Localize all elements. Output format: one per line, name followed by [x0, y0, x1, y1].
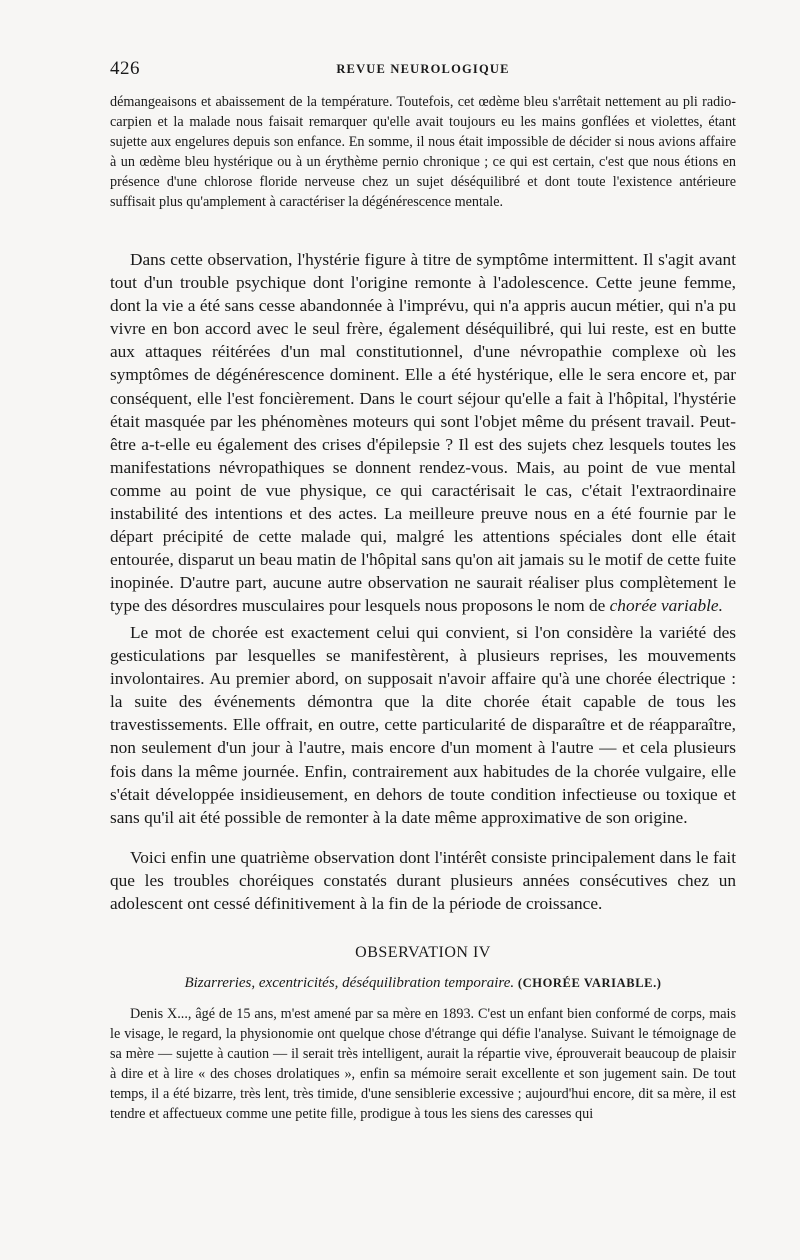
page-number: 426	[110, 58, 140, 79]
observation-text: Denis X..., âgé de 15 ans, m'est amené par sa mère en 1893. C'est un enfant bien conformé de corps, mais le visage, le regard, la physionomie ont quelque chose d'étrange qui défie l'analyse. Suivant le témoignage de sa mère — sujette à caution — il serait très intelligent, aurait la répartie vive, éprouverait beaucoup de plaisir à dire et à lire « des choses drolatiques », enfin sa mémoire serait excellente et son jugement sain. De tout temps, il a été bizarre, très lent, très timide, d'une sensiblerie excessive ; aujourd'hui encore, dit sa mère, il est tendre et affectueux comme une petite fille, prodigue à tous les siens des caresses qui	[110, 1006, 736, 1122]
body-paragraph-3: Voici enfin une quatrième observation dont l'intérêt consiste principalement dans le fait que les troubles choréiques constatés durant plusieurs années consécutives chez un adolescent ont cessé définitivement à la fin de la période de croissance.	[110, 848, 736, 914]
observation-subtitle-tag: (CHORÉE VARIABLE.)	[517, 976, 662, 990]
observation-subtitle	[110, 975, 736, 992]
body-paragraph-1-text: Dans cette observation, l'hystérie figure à titre de symptôme intermittent. Il s'agit avant tout d'un trouble psychique dont l'origine remonte à l'adolescence. Cette jeune femme, dont la vie a été sans cesse abandonnée à l'imprévu, qui n'a appris aucun métier, qui n'a pu vivre en bon accord avec le seul frère, également déséquilibré, qui lui reste, est en butte aux attaques réitérées d'un mal constitutionnel, d'une névropathie complexe où les symptômes de dégénérescence dominent. Elle a été hystérique, elle le sera encore et, par conséquent, elle l'est foncièrement. Dans le court séjour qu'elle a fait à l'hôpital, l'hystérie était masquée par les phénomènes moteurs qui sont l'objet même du présent travail. Peut-être a-t-elle eu également des crises d'épilepsie ? Il est des sujets chez lesquels toutes les manifestations névropathiques se donnent rendez-vous. Mais, au point de vue mental comme au point de vue physique, ce qui caractérisait le cas, c'était l'extraordinaire instabilité des intentions et des actes. La meilleure preuve nous en a été fournie par le départ précipité de cette malade qui, malgré les attentions spéciales dont elle était entourée, disparut un beau matin de l'hôpital sans qu'on ait jamais su le motif de cette fuite inopinée. D'autre part, aucune autre observation ne saurait réaliser plus complètement le type des désordres musculaires pour lesquels nous proposons le nom de	[110, 250, 736, 616]
page-header	[110, 58, 736, 82]
body-paragraph-1-italic: chorée variable.	[609, 596, 723, 616]
observation-title: OBSERVATION IV	[355, 944, 491, 961]
running-head: REVUE NEUROLOGIQUE	[336, 62, 510, 76]
body-paragraph-2: Le mot de chorée est exactement celui qui convient, si l'on considère la variété des gesticulations par lesquelles se manifestèrent, à plusieurs reprises, les mouvements involontaires. Au premier abord, on supposait n'avoir affaire qu'à une chorée électrique : la suite des événements démontra que la dite chorée était capable de tous les travestissements. Elle offrait, en outre, cette particularité de disparaître et de réapparaître, non seulement d'un jour à l'autre, mais encore d'un moment à l'autre — et cela plusieurs fois dans la même journée. Enfin, contrairement aux habitudes de la chorée vulgaire, elle s'était développée insidieusement, en dehors de toute condition infectieuse ou toxique et sans qu'il ait été possible de remonter à la date même approximative de son origine.	[110, 623, 736, 827]
body-paragraph-1	[110, 248, 736, 618]
observation-subtitle-italic: Bizarreries, excentricités, déséquilibration temporaire.	[184, 975, 515, 991]
top-paragraph: démangeaisons et abaissement de la température. Toutefois, cet œdème bleu s'arrêtait nettement au pli radio-carpien et la malade nous faisait remarquer qu'elle avait toujours eu les mains gonflées et violettes, étant sujette aux engelures depuis son enfance. En somme, il nous était impossible de décider si nous avions affaire à un œdème bleu hystérique ou à un érythème pernio chronique ; ce qui est certain, c'est que nous étions en présence d'une chlorose floride nerveuse chez un sujet déséquilibré et dont toute l'existence antérieure suffisait plus qu'amplement à caractériser la dégénérescence mentale.	[110, 94, 736, 210]
